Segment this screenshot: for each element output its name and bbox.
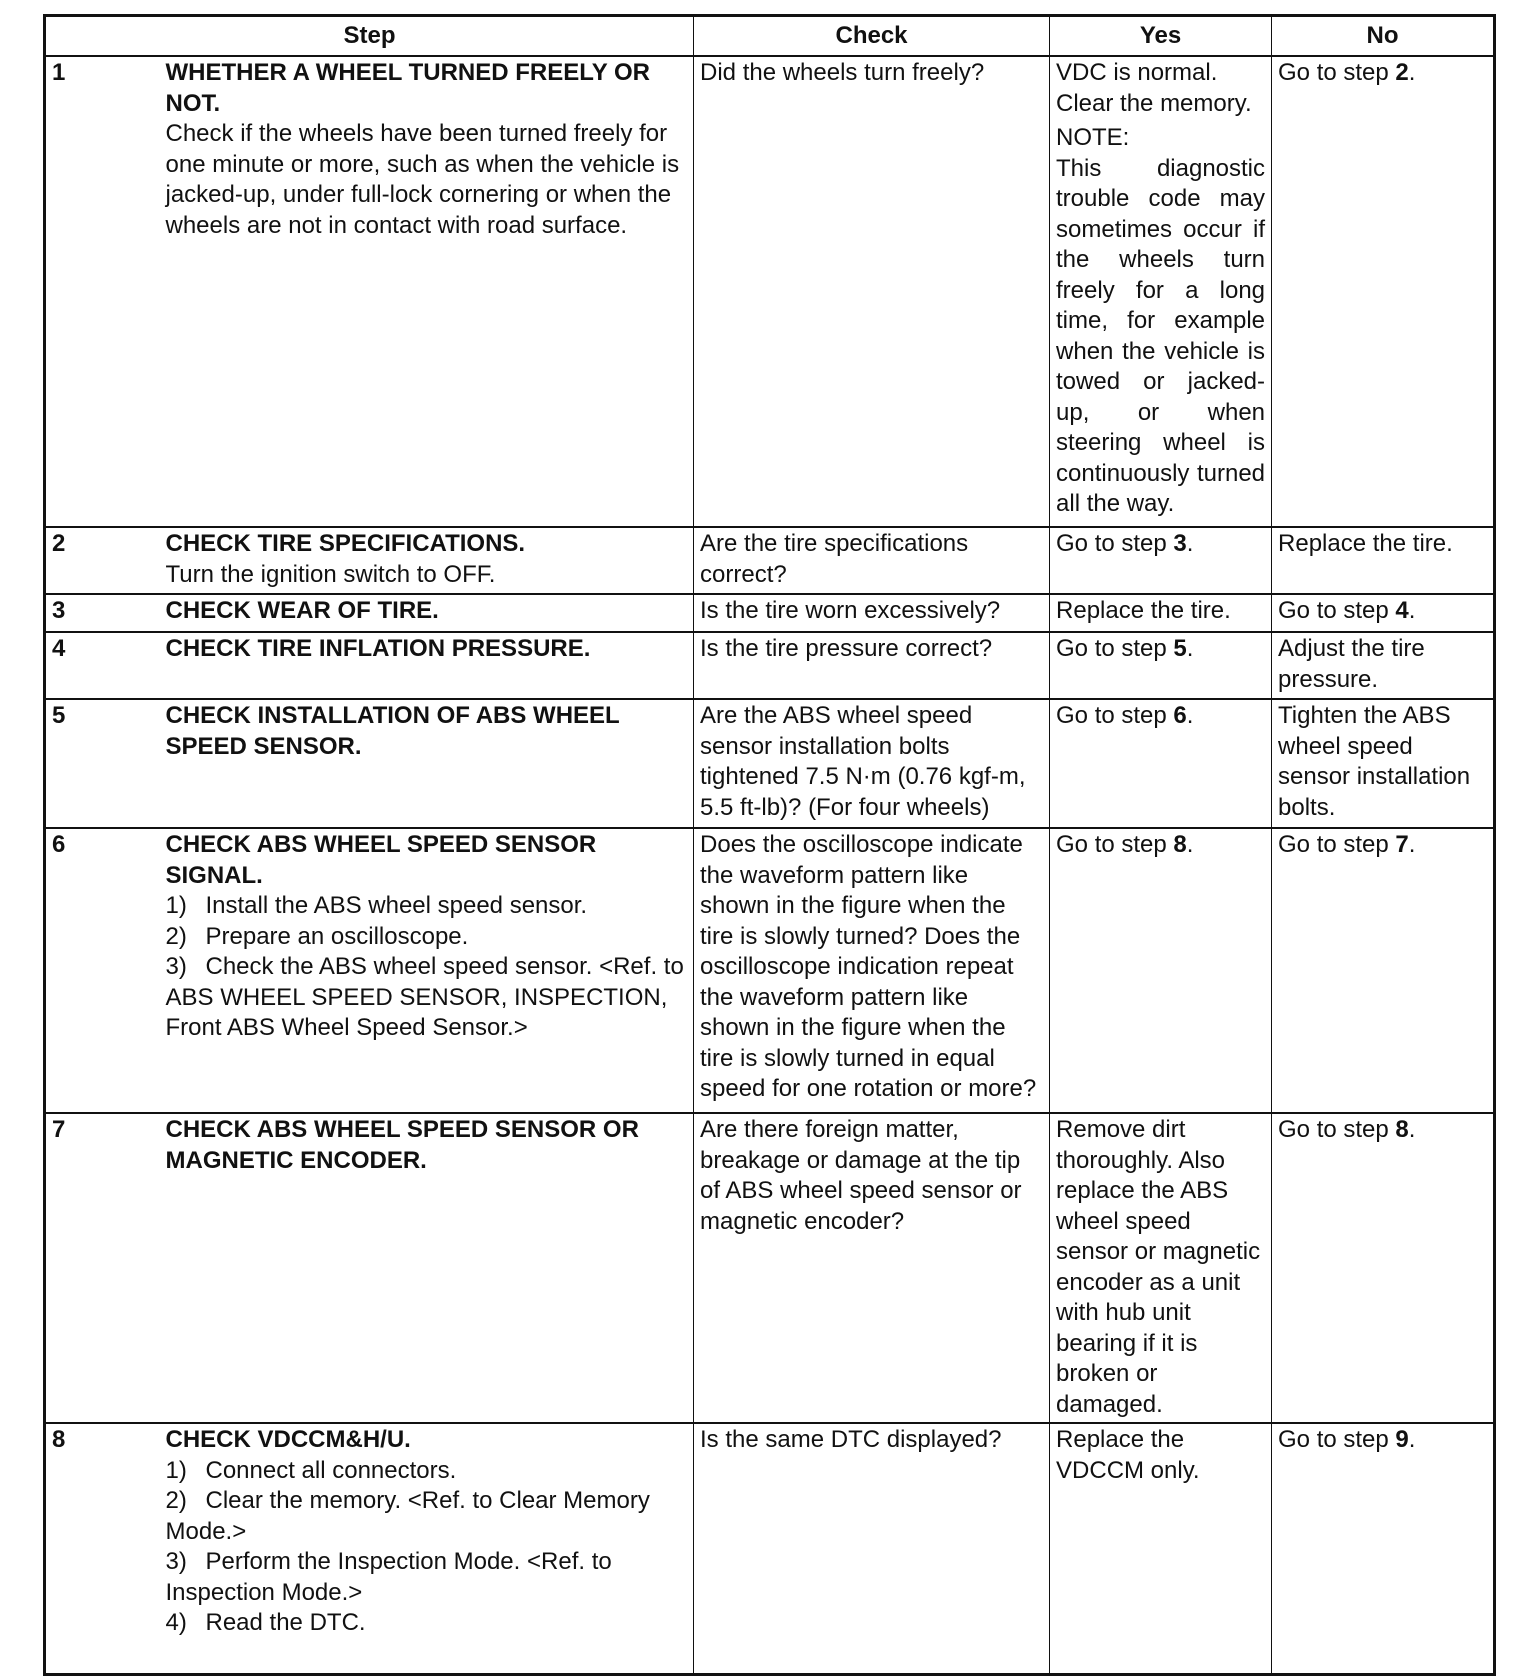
substep-text: Perform the Inspection Mode. <Ref. to Inspection Mode.> (165, 1548, 612, 1606)
goto-step-ref: 3 (1173, 530, 1187, 557)
step-title: WHETHER A WHEEL TURNED FREELY OR NOT. (165, 59, 650, 117)
no-cell (1272, 594, 1495, 632)
yes-cell: Remove dirt thoroughly. Also replace the ABS wheel speed sensor or magnetic encoder as a unit with hub unit bearing if it is broken or damaged. (1050, 1113, 1272, 1423)
goto-step-ref: 9 (1395, 1426, 1409, 1453)
no-cell (1272, 828, 1495, 1113)
goto-suffix: . (1408, 59, 1416, 86)
table-row (45, 632, 1495, 699)
yes-cell: Replace the VDCCM only. (1050, 1423, 1272, 1675)
goto-prefix: Go to step (1278, 59, 1389, 86)
note-label: NOTE: (1056, 124, 1130, 151)
goto-suffix: . (1186, 831, 1194, 858)
substep-item (166, 1456, 688, 1487)
yes-cell (1050, 828, 1272, 1113)
step-cell (160, 699, 694, 828)
check-cell: Did the wheels turn freely? (694, 56, 1050, 527)
step-cell (160, 527, 694, 594)
check-cell: Are the tire specifications correct? (694, 527, 1050, 594)
substep-text: Install the ABS wheel speed sensor. (205, 892, 588, 919)
table-row (45, 56, 1495, 527)
table-row (45, 527, 1495, 594)
substep-text: Prepare an oscilloscope. (205, 922, 469, 950)
header-no: No (1272, 16, 1495, 57)
goto-step-ref: 4 (1395, 597, 1409, 624)
step-title: CHECK WEAR OF TIRE. (165, 597, 439, 624)
yes-text: VDC is normal. Clear the memory. (1056, 59, 1252, 117)
goto-suffix: . (1186, 702, 1194, 729)
step-title: CHECK ABS WHEEL SPEED SENSOR SIGNAL. (165, 831, 597, 889)
substep-index: 1) (165, 1456, 187, 1484)
yes-cell (1050, 527, 1272, 594)
check-cell: Is the tire pressure correct? (694, 632, 1050, 699)
substep-item (166, 891, 688, 922)
goto-prefix: Go to step (1278, 1116, 1389, 1143)
no-cell (1272, 1423, 1495, 1675)
goto-suffix: . (1408, 1426, 1416, 1453)
goto-suffix: . (1186, 530, 1194, 557)
goto-prefix: Go to step (1056, 635, 1167, 662)
yes-cell: Replace the tire. (1050, 594, 1272, 632)
substep-text: Read the DTC. (205, 1609, 366, 1636)
step-title: CHECK TIRE INFLATION PRESSURE. (165, 635, 591, 662)
header-yes: Yes (1050, 16, 1272, 57)
step-cell (160, 1423, 694, 1675)
table-row (45, 1113, 1495, 1423)
check-cell: Is the same DTC displayed? (694, 1423, 1050, 1675)
no-cell: Adjust the tire pressure. (1272, 632, 1495, 699)
header-step: Step (45, 16, 694, 57)
yes-cell (1050, 632, 1272, 699)
goto-step-ref: 6 (1173, 702, 1187, 729)
step-body: Turn the ignition switch to OFF. (165, 560, 496, 588)
step-number: 1 (45, 56, 160, 527)
step-number: 6 (45, 828, 160, 1113)
substep-item (166, 1608, 688, 1639)
goto-prefix: Go to step (1056, 831, 1167, 858)
step-cell (160, 632, 694, 699)
check-cell: Does the oscilloscope indicate the waveform pattern like shown in the figure when the tire is slowly turned? Does the oscilloscope indication repeat the waveform pattern like shown in the figure when the tire is slowly turned in equal speed for one rotation or more? (694, 828, 1050, 1113)
goto-step-ref: 8 (1395, 1116, 1409, 1143)
goto-prefix: Go to step (1278, 597, 1389, 624)
table-row (45, 828, 1495, 1113)
substep-text: Connect all connectors. (205, 1456, 457, 1484)
table-header-row (45, 16, 1495, 57)
yes-cell (1050, 699, 1272, 828)
goto-step-ref: 2 (1395, 59, 1409, 86)
diagnostic-procedure-table (43, 14, 1496, 1676)
substep-index: 3) (165, 1548, 187, 1575)
header-check: Check (694, 16, 1050, 57)
yes-cell (1050, 56, 1272, 527)
table-row (45, 594, 1495, 632)
step-number: 7 (45, 1113, 160, 1423)
note-text: This diagnostic trouble code may sometimes occur if the wheels turn freely for a long time, for example when the vehicle is towed or jacked-up, or when steering wheel is continuously turned all the way. (1056, 154, 1266, 517)
goto-step-ref: 7 (1395, 831, 1409, 858)
goto-step-ref: 5 (1173, 635, 1187, 662)
check-cell: Is the tire worn excessively? (694, 594, 1050, 632)
goto-prefix: Go to step (1278, 831, 1389, 858)
step-number: 8 (45, 1423, 160, 1675)
table-row (45, 699, 1495, 828)
goto-suffix: . (1408, 597, 1416, 624)
goto-step-ref: 8 (1173, 831, 1187, 858)
substep-item (166, 1547, 688, 1608)
step-cell (160, 1113, 694, 1423)
substep-index: 4) (165, 1609, 187, 1636)
substep-item (166, 1486, 688, 1547)
goto-prefix: Go to step (1056, 702, 1167, 729)
substep-text: Check the ABS wheel speed sensor. <Ref. to ABS WHEEL SPEED SENSOR, INSPECTION, Front ABS Wheel Speed Sensor.> (165, 953, 684, 1041)
step-title: CHECK TIRE SPECIFICATIONS. (165, 530, 526, 557)
check-cell: Are the ABS wheel speed sensor installation bolts tightened 7.5 N·m (0.76 kgf-m, 5.5 ft-lb)? (For four wheels) (694, 699, 1050, 828)
step-number: 4 (45, 632, 160, 699)
step-body: Check if the wheels have been turned freely for one minute or more, such as when the vehicle is jacked-up, under full-lock cornering or when the wheels are not in contact with road surface. (165, 120, 680, 239)
substep-item (166, 922, 688, 953)
goto-suffix: . (1408, 1116, 1416, 1143)
step-title: CHECK ABS WHEEL SPEED SENSOR OR MAGNETIC ENCODER. (165, 1116, 639, 1174)
step-title: CHECK VDCCM&H/U. (165, 1426, 411, 1453)
step-number: 2 (45, 527, 160, 594)
goto-prefix: Go to step (1278, 1426, 1389, 1453)
check-cell: Are there foreign matter, breakage or damage at the tip of ABS wheel speed sensor or magnetic encoder? (694, 1113, 1050, 1423)
table-row (45, 1423, 1495, 1675)
substep-list (166, 891, 688, 1044)
substep-index: 2) (165, 922, 187, 950)
goto-suffix: . (1408, 831, 1416, 858)
no-cell: Tighten the ABS wheel speed sensor installation bolts. (1272, 699, 1495, 828)
step-title: CHECK INSTALLATION OF ABS WHEEL SPEED SENSOR. (165, 702, 620, 760)
no-cell (1272, 1113, 1495, 1423)
step-cell (160, 828, 694, 1113)
substep-index: 1) (165, 892, 187, 919)
substep-index: 2) (165, 1487, 187, 1514)
no-cell: Replace the tire. (1272, 527, 1495, 594)
step-cell (160, 594, 694, 632)
step-number: 5 (45, 699, 160, 828)
step-number: 3 (45, 594, 160, 632)
substep-index: 3) (165, 953, 187, 980)
no-cell (1272, 56, 1495, 527)
goto-prefix: Go to step (1056, 530, 1167, 557)
goto-suffix: . (1186, 635, 1194, 662)
substep-text: Clear the memory. <Ref. to Clear Memory Mode.> (165, 1487, 650, 1545)
substep-item (166, 952, 688, 1044)
substep-list (166, 1456, 688, 1639)
step-cell (160, 56, 694, 527)
